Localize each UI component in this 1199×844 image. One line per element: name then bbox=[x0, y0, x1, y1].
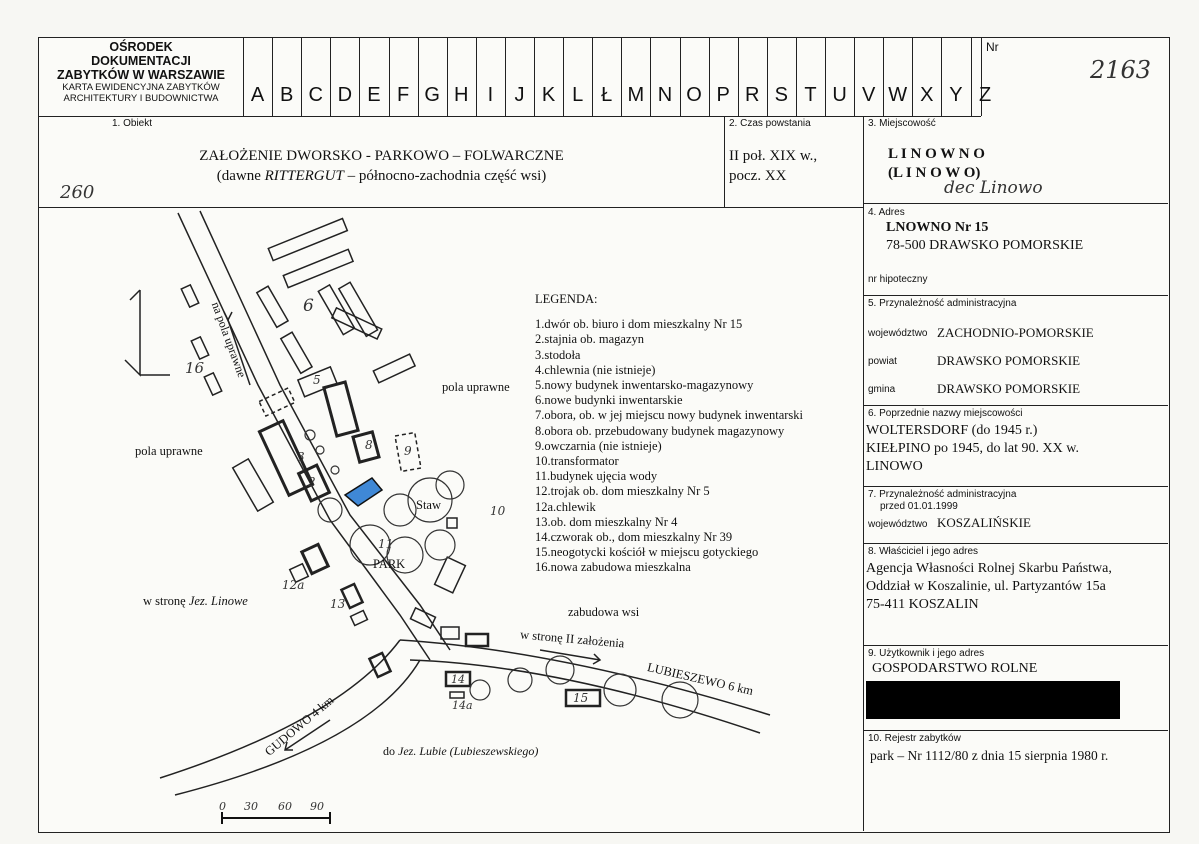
admin1999-label: 7. Przynależność administracyjna bbox=[868, 489, 1017, 500]
legend-item: 6.nowe budynki inwentarskie bbox=[535, 393, 683, 408]
period-line2: pocz. XX bbox=[729, 168, 787, 184]
map-label-toward-linowe: w stronę Jez. Linowe bbox=[143, 594, 248, 608]
former-name-2: KIEŁPINO po 1945, do lat 90. XX w. bbox=[866, 441, 1079, 456]
hipoteczny-label: nr hipoteczny bbox=[868, 274, 928, 285]
period-label: 2. Czas powstania bbox=[729, 118, 811, 129]
admin-value-voivodeship: ZACHODNIO-POMORSKIE bbox=[937, 325, 1094, 340]
map-number-8: 8 bbox=[365, 438, 373, 452]
map-label-fields-north: na pola uprawne bbox=[208, 300, 250, 380]
index-letter: O bbox=[686, 84, 702, 106]
admin-key-county: powiat bbox=[868, 356, 897, 367]
legend-title: LEGENDA: bbox=[535, 292, 598, 306]
legend-item: 3.stodoła bbox=[535, 347, 581, 362]
index-letter: P bbox=[716, 84, 730, 106]
index-letter: E bbox=[367, 84, 381, 106]
map-number-13: 13 bbox=[330, 597, 346, 611]
map-label-fields-west: pola uprawne bbox=[135, 444, 203, 458]
legend-item: 12a.chlewik bbox=[535, 499, 596, 514]
index-letter: G bbox=[424, 84, 440, 106]
institution-line: DOKUMENTACJI bbox=[91, 54, 191, 68]
index-letter: L bbox=[572, 84, 584, 106]
index-letter: Z bbox=[978, 84, 992, 106]
period-line1: II poł. XIX w., bbox=[729, 148, 818, 164]
index-letter: X bbox=[920, 84, 934, 106]
place-handwritten: dec Linowo bbox=[944, 178, 1043, 198]
legend-item: 4.chlewnia (nie istnieje) bbox=[535, 362, 656, 377]
admin1999-key: województwo bbox=[868, 519, 928, 530]
legend-item: 1.dwór ob. biuro i dom mieszkalny Nr 15 bbox=[535, 317, 743, 332]
map-label-park: PARK bbox=[373, 557, 406, 571]
address-line1: LNOWNO Nr 15 bbox=[886, 220, 989, 235]
legend-item: 7.obora, ob. w jej miejscu nowy budynek inwentarski bbox=[535, 408, 804, 423]
legend-item: 9.owczarnia (nie istnieje) bbox=[535, 438, 662, 453]
index-letter: S bbox=[774, 84, 789, 106]
institution-line: OŚRODEK bbox=[109, 40, 173, 54]
index-letter: F bbox=[396, 84, 410, 106]
legend-item: 14.czworak ob., dom mieszkalny Nr 39 bbox=[535, 530, 733, 545]
map-label-village: zabudowa wsi bbox=[568, 605, 640, 619]
index-letter: J bbox=[514, 84, 525, 106]
institution-line: ZABYTKÓW W WARSZAWIE bbox=[56, 68, 226, 82]
object-handwritten-number: 260 bbox=[60, 182, 95, 203]
map-number-2: 2 bbox=[308, 475, 316, 489]
admin-label: 5. Przynależność administracyjna bbox=[868, 298, 1017, 309]
register-line1: park – Nr 1112/80 z dnia 15 sierpnia 1980 r. bbox=[870, 748, 1109, 763]
admin1999-sublabel: przed 01.01.1999 bbox=[880, 501, 958, 512]
index-letter: Y bbox=[949, 84, 963, 106]
place-line1: L I N O W N O bbox=[888, 146, 985, 162]
legend-item: 2.stajnia ob. magazyn bbox=[535, 332, 644, 347]
map-number-6: 6 bbox=[303, 296, 314, 316]
admin-value-county: DRAWSKO POMORSKIE bbox=[937, 353, 1081, 368]
index-letter: I bbox=[487, 84, 494, 106]
index-letter: D bbox=[337, 84, 353, 106]
admin-value-commune: DRAWSKO POMORSKIE bbox=[937, 381, 1081, 396]
scale-label: 30 bbox=[244, 800, 258, 813]
map-number-10: 10 bbox=[490, 504, 506, 518]
map-number-9: 9 bbox=[404, 444, 412, 458]
legend-item: 8.obora ob. przebudowany budynek magazynowy bbox=[535, 423, 785, 438]
index-letter: C bbox=[308, 84, 323, 106]
admin-key-voivodeship: województwo bbox=[868, 328, 928, 339]
nr-label: Nr bbox=[986, 40, 999, 54]
scale-label: 90 bbox=[310, 800, 324, 813]
nr-handwritten: 2163 bbox=[1090, 56, 1152, 84]
address-label: 4. Adres bbox=[868, 207, 905, 218]
scale-label: 60 bbox=[278, 800, 292, 813]
index-letter: N bbox=[657, 84, 673, 106]
owners-line2: Oddział w Koszalinie, ul. Partyzantów 15a bbox=[866, 579, 1106, 594]
owners-line1: Agencja Własności Rolnej Skarbu Państwa, bbox=[866, 561, 1112, 576]
legend-item: 16.nowa zabudowa mieszkalna bbox=[535, 560, 691, 575]
index-letter: Ł bbox=[601, 84, 613, 106]
former-name-1: WOLTERSDORF (do 1945 r.) bbox=[866, 423, 1038, 438]
user-label: 9. Użytkownik i jego adres bbox=[868, 648, 985, 659]
index-letter: M bbox=[627, 84, 645, 106]
index-letter: V bbox=[861, 84, 876, 106]
map-number-15: 15 bbox=[573, 691, 589, 705]
object-title: ZAŁOŻENIE DWORSKO - PARKOWO – FOLWARCZNE bbox=[199, 148, 564, 164]
map-number-14a: 14a bbox=[452, 699, 473, 712]
index-letter: H bbox=[454, 84, 469, 106]
index-letter: B bbox=[279, 84, 294, 106]
legend bbox=[535, 292, 803, 576]
legend-item: 5.nowy budynek inwentarsko-magazynowy bbox=[535, 378, 754, 393]
place-label: 3. Miejscowość bbox=[868, 118, 936, 129]
object-label: 1. Obiekt bbox=[112, 118, 153, 129]
former-name-3: LINOWO bbox=[866, 459, 923, 474]
map-number-12a: 12a bbox=[282, 578, 305, 592]
register-label: 10. Rejestr zabytków bbox=[868, 733, 961, 744]
object-subtitle: (dawne RITTERGUT – północno-zachodnia część wsi) bbox=[216, 168, 547, 184]
owners-line3: 75-411 KOSZALIN bbox=[866, 597, 979, 612]
map-label-toward-second: w stronę II założenia bbox=[519, 627, 625, 651]
map-label-pond: Staw bbox=[416, 498, 441, 512]
map-label-lake: do Jez. Lubie (Lubieszewskiego) bbox=[383, 744, 539, 758]
map-number-11: 11 bbox=[378, 537, 394, 551]
map-number-14: 14 bbox=[451, 673, 465, 686]
index-letter: R bbox=[745, 84, 760, 106]
legend-item: 11.budynek ujęcia wody bbox=[535, 469, 658, 484]
former-names-label: 6. Poprzednie nazwy miejscowości bbox=[868, 408, 1023, 419]
scale-label: 0 bbox=[219, 800, 226, 813]
owners-label: 8. Właściciel i jego adres bbox=[868, 546, 979, 557]
index-letter: K bbox=[541, 84, 556, 106]
admin-key-commune: gmina bbox=[868, 384, 896, 395]
card-type-line: KARTA EWIDENCYJNA ZABYTKÓW bbox=[62, 82, 220, 93]
user-line1: GOSPODARSTWO ROLNE bbox=[872, 661, 1038, 676]
index-letter: U bbox=[832, 84, 847, 106]
map-label-lubieszewo: LUBIESZEWO 6 km bbox=[645, 660, 755, 699]
map-number-16: 16 bbox=[185, 359, 205, 377]
legend-item: 12.trojak ob. dom mieszkalny Nr 5 bbox=[535, 484, 710, 499]
index-letter: W bbox=[888, 84, 908, 106]
index-letter: T bbox=[804, 84, 817, 106]
legend-item: 13.ob. dom mieszkalny Nr 4 bbox=[535, 514, 678, 529]
map-label-fields-east: pola uprawne bbox=[442, 380, 510, 394]
legend-item: 10.transformator bbox=[535, 454, 619, 469]
address-line2: 78-500 DRAWSKO POMORSKIE bbox=[886, 238, 1084, 253]
map-number-3: 3 bbox=[297, 450, 305, 464]
legend-items bbox=[535, 317, 803, 575]
place-line2: (L I N O W O) bbox=[888, 165, 981, 181]
legend-item: 15.neogotycki kościół w miejscu gotyckiego bbox=[535, 545, 759, 560]
map-label-gudowo: GUDOWO 4 km bbox=[262, 693, 337, 759]
card-type-line: ARCHITEKTURY I BUDOWNICTWA bbox=[63, 93, 219, 104]
index-letter: A bbox=[250, 84, 265, 106]
map-number-5: 5 bbox=[313, 373, 321, 387]
admin1999-value: KOSZALIŃSKIE bbox=[937, 515, 1031, 530]
